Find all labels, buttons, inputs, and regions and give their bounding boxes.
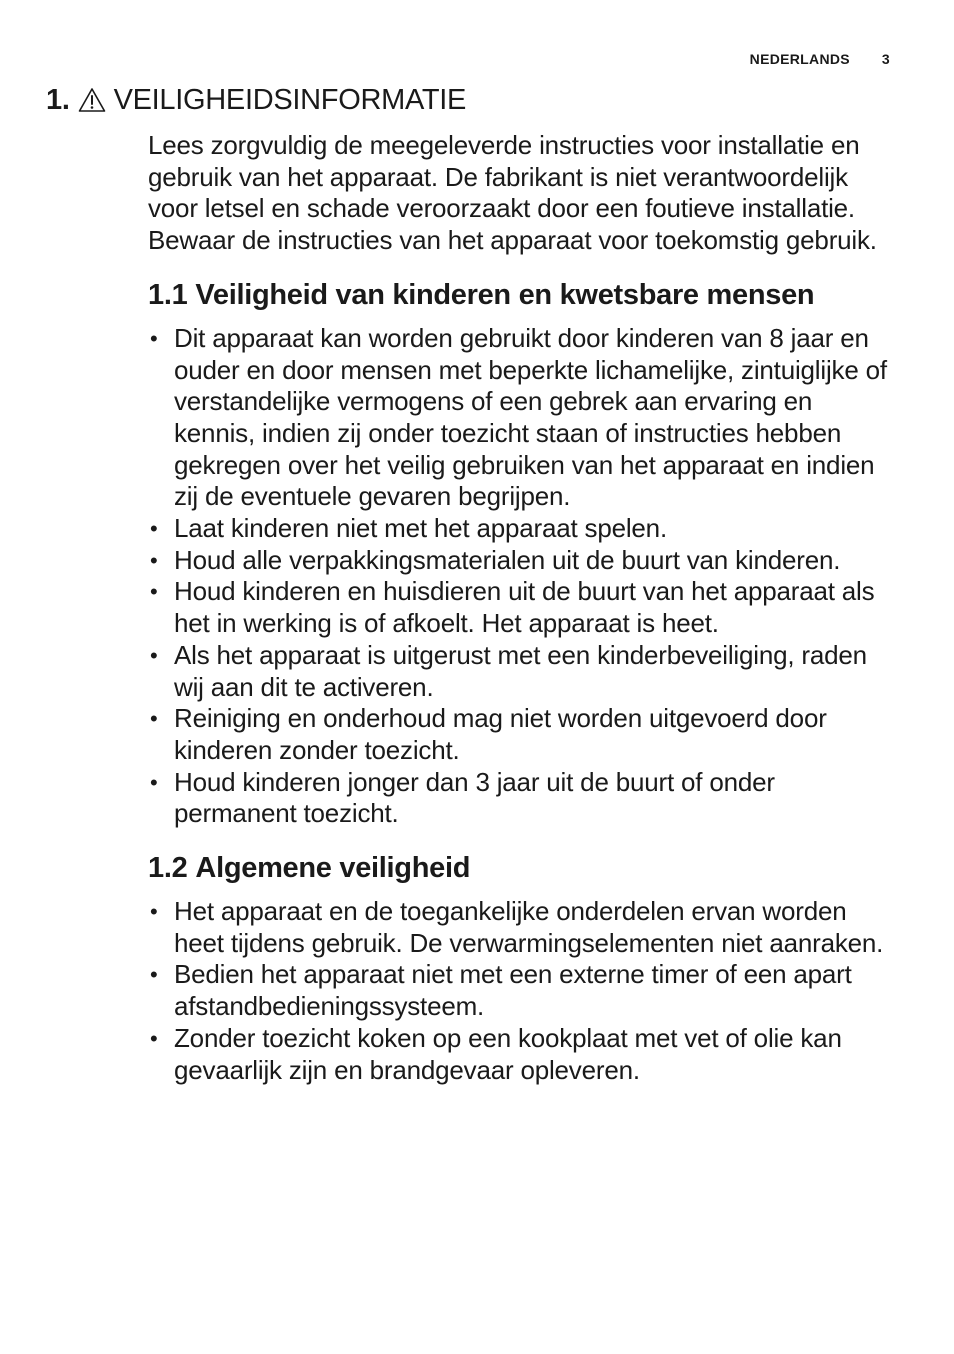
intro-paragraph: Lees zorgvuldig de meegeleverde instructies voor installatie en gebruik van het apparaat. De fabrikant is niet verantwoordelijk voor letsel en schade veroorzaakt door een foutieve installatie. Bewaar de instructies van het apparaat voor toekomstig gebruik. <box>148 130 877 256</box>
bullet-icon: • <box>150 1025 158 1051</box>
list-item: • Reiniging en onderhoud mag niet worden uitgevoerd door kinderen zonder toezicht. <box>150 703 827 765</box>
section-1-2 <box>148 850 893 1086</box>
header-language: NEDERLANDS <box>749 51 850 67</box>
bullet-icon: • <box>150 516 158 542</box>
warning-triangle-icon <box>78 87 106 113</box>
list-item: • Bedien het apparaat niet met een externe timer of een apart afstandbedieningssysteem. <box>150 959 852 1022</box>
section-heading <box>148 850 893 886</box>
section-heading <box>148 277 893 313</box>
chapter-number: 1. <box>46 84 70 116</box>
list-item: • Het apparaat en de toegankelijke onderdelen ervan worden heet tijdens gebruik. De verwarmingselementen niet aanraken. <box>150 896 884 958</box>
running-header <box>750 51 890 67</box>
section-title: Algemene veiligheid <box>195 852 471 885</box>
bullet-icon: • <box>150 547 158 573</box>
content <box>148 130 893 1086</box>
list-item: • Laat kinderen niet met het apparaat spelen. <box>150 513 667 544</box>
bullet-icon: • <box>150 962 158 988</box>
list-item: • Als het apparaat is uitgerust met een kinderbeveiliging, raden wij aan dit te activeren. <box>150 639 867 702</box>
chapter-title <box>46 82 466 118</box>
chapter-heading-text: VEILIGHEIDSINFORMATIE <box>113 84 467 116</box>
list-item: • Houd alle verpakkingsmaterialen uit de buurt van kinderen. <box>150 544 841 575</box>
bullet-icon: • <box>150 325 158 351</box>
list-item: • Houd kinderen jonger dan 3 jaar uit de buurt of onder permanent toezicht. <box>150 766 775 829</box>
page-number: 3 <box>881 51 890 67</box>
list-item: • Houd kinderen en huisdieren uit de buurt van het apparaat als het in werking is of afkoelt. Het apparaat is heet. <box>150 576 875 639</box>
bullet-icon: • <box>150 642 158 668</box>
list-item: • Zonder toezicht koken op een kookplaat met vet of olie kan gevaarlijk zijn en brandgevaar opleveren. <box>150 1022 842 1085</box>
section-number: 1.2 <box>148 852 188 885</box>
bullet-list <box>148 896 893 1086</box>
list-item: • Dit apparaat kan worden gebruikt door kinderen van 8 jaar en ouder en door mensen met beperkte lichamelijke, zintuiglijke of verstandelijke vermogens of een gebrek aan ervaring en kennis, indien zij onder toezicht staan of instructies hebben gekregen over het veilig gebruiken van het apparaat en indien zij de eventuele gevaren begrijpen. <box>150 322 887 512</box>
bullet-icon: • <box>150 899 158 925</box>
bullet-icon: • <box>150 579 158 605</box>
section-number: 1.1 <box>148 278 188 311</box>
bullet-icon: • <box>150 769 158 795</box>
section-1-1 <box>148 277 893 830</box>
bullet-icon: • <box>150 706 158 732</box>
bullet-list <box>148 323 893 830</box>
section-title: Veiligheid van kinderen en kwetsbare mensen <box>195 278 815 311</box>
